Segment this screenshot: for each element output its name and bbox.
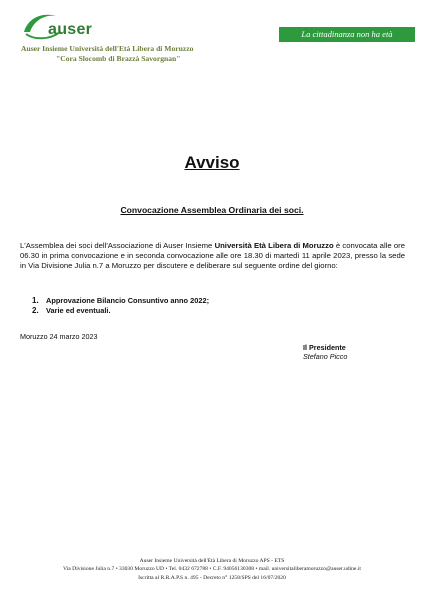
footer-line-3: Iscritta al R.R.A.P.S n. 495 - Decreto n° 1258/SPS del 16/07/2020 <box>138 574 286 581</box>
convocation-paragraph <box>20 241 405 272</box>
agenda-item <box>32 306 209 316</box>
agenda-text: Approvazione Bilancio Consuntivo anno 2022; <box>46 296 210 305</box>
agenda-item <box>32 296 209 306</box>
president-name: Stefano Picco <box>303 352 348 361</box>
page-title: Avviso <box>184 153 240 172</box>
paragraph-text-end: è convocata alle ore 06.30 in prima convocazione e in seconda convocazione alle ore 18.30 di martedì 11 aprile 2023, presso la sede in Via Divisione Julia n.7 a Moruzzo per discutere e deliberare sul seguente ordine del giorno: <box>20 241 405 271</box>
agenda-number: 2. <box>32 306 39 315</box>
tagline-banner <box>279 27 415 42</box>
tagline-text: La cittadinanza non ha età <box>301 29 393 39</box>
agenda-text: Varie ed eventuali. <box>46 306 111 315</box>
date-line: Moruzzo 24 marzo 2023 <box>20 332 98 341</box>
paragraph-bold-name: Università Età Libera di Moruzzo <box>214 241 334 250</box>
auser-logo <box>20 10 130 44</box>
logo-text: auser <box>48 21 93 38</box>
agenda-list <box>32 296 209 316</box>
document-subtitle: Convocazione Assemblea Ordinaria dei soci. <box>120 205 304 215</box>
footer-line-2: Via Divisione Julia n.7 • 33030 Moruzzo UD • Tel. 0432 672788 • C.F. 94056130308 • mail. universitaliberamoruzzo@auser.udine.it <box>63 566 361 573</box>
footer <box>0 557 424 582</box>
agenda-number: 1. <box>32 296 39 305</box>
paragraph-text-start: L'Assemblea dei soci dell'Associazione di Auser Insieme <box>20 241 215 250</box>
organization-name: Auser Insieme Università dell'Età Libera di Moruzzo <box>21 44 194 53</box>
president-title: Il Presidente <box>303 343 346 352</box>
organization-dedication: "Cora Slocomb di Brazzà Savorgnan" <box>56 54 181 63</box>
footer-line-1: Auser Insieme Università dell'Età Libera di Moruzzo APS - ETS <box>139 558 285 564</box>
